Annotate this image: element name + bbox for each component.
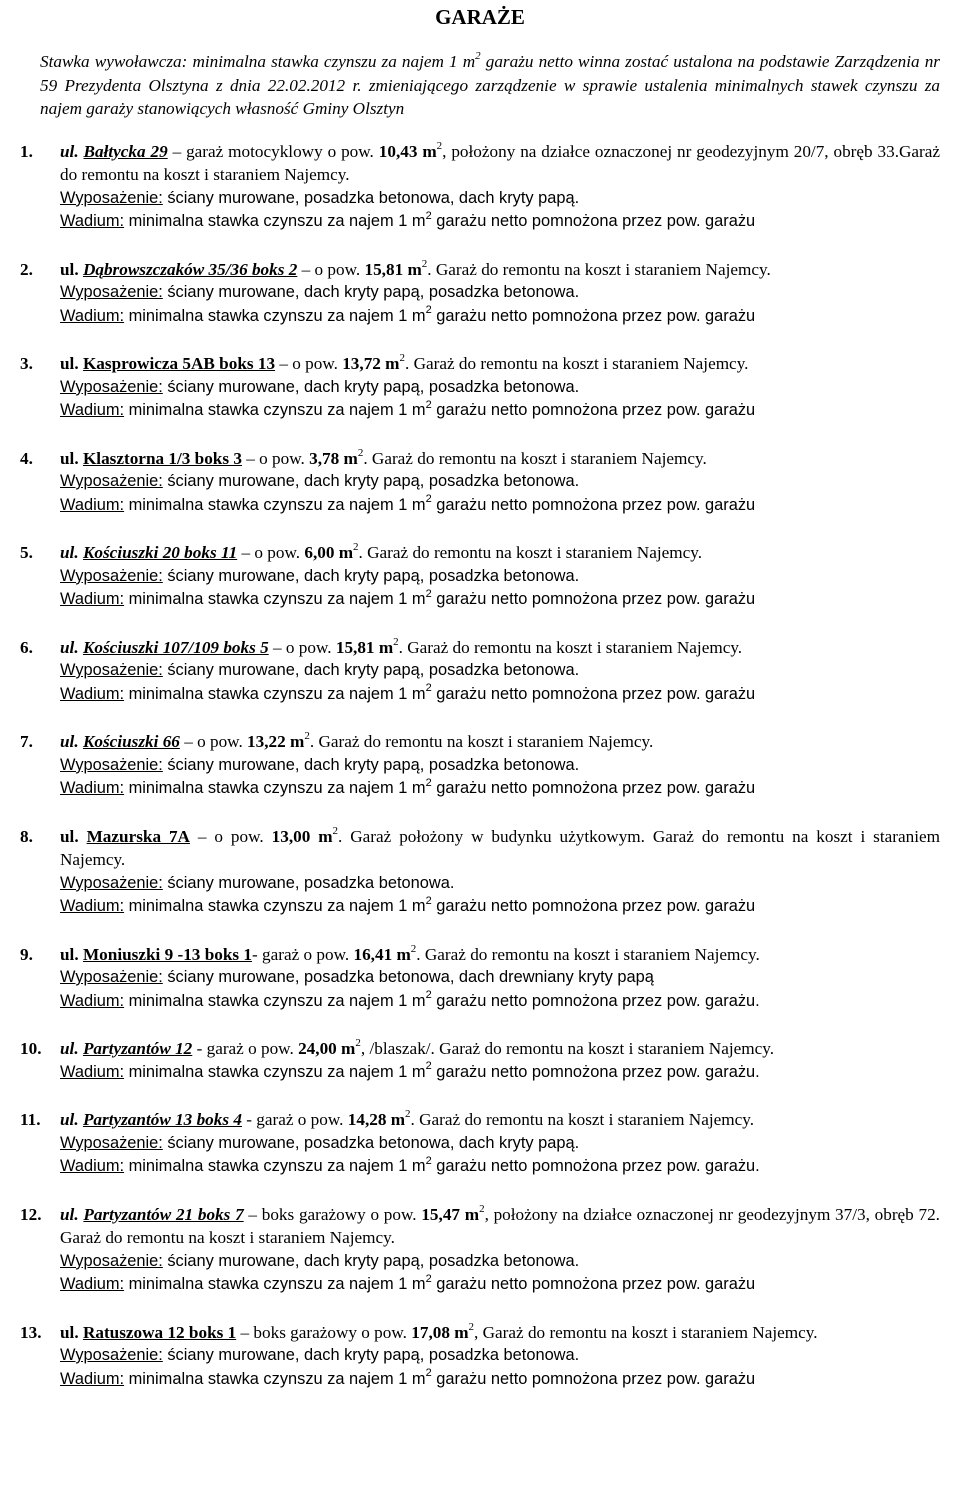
item-area: 13,22 m [247,732,305,751]
deposit-text-rest: garażu netto pomnożona przez pow. garażu [431,590,756,608]
item-number: 1. [20,141,33,161]
deposit-sup: 2 [425,209,432,222]
deposit-text-rest: garażu netto pomnożona przez pow. garażu [431,1369,756,1388]
item-address: Kasprowicza 5AB boks 13 [82,354,276,373]
item-address: Kościuszki 20 boks 11 [82,543,238,562]
item-heading [60,258,940,282]
equipment-text: ściany murowane, posadzka betonowa, dach kryty papą. [162,1133,580,1152]
deposit-text-rest: garażu netto pomnożona przez pow. garażu [431,779,756,797]
item-area-sup: 2 [355,1037,361,1050]
item-address: Moniuszki 9 -13 boks 1 [82,944,252,964]
item-area: 13,00 m [271,826,333,846]
page-title: GARAŻE [435,5,525,29]
item-area-prefix: – boks garażowy o pow. [243,1204,422,1224]
deposit-text: minimalna stawka czynszu za najem 1 m [124,991,426,1010]
item-area-prefix: – o pow. [297,259,365,279]
item-heading [60,352,940,376]
item-area-prefix: – garaż motocyklowy o pow. [167,141,379,161]
item-area-sup: 2 [421,257,428,270]
deposit-label: Wadium: [60,306,125,325]
deposit-sup: 2 [425,894,432,907]
deposit-text: minimalna stawka czynszu za najem 1 m [124,1157,426,1175]
item-description: . Garaż do remontu na koszt i staraniem Najemcy. [309,732,654,751]
item-equipment [60,659,940,683]
item-equipment [60,754,940,778]
item-deposit [60,210,940,234]
deposit-text: minimalna stawka czynszu za najem 1 m [124,590,426,608]
list-item [20,1203,940,1297]
item-number: 13. [20,1322,42,1342]
list-item [20,825,940,919]
item-area-sup: 2 [436,139,443,152]
list-item [20,447,940,518]
item-description: . Garaż do remontu na koszt i staraniem Najemcy. [405,354,749,373]
item-address: Dąbrowszczaków 35/36 boks 2 [82,259,298,279]
item-area: 15,81 m [335,637,394,657]
item-area-sup: 2 [410,942,417,955]
item-address: Partyzantów 21 boks 7 [83,1204,244,1224]
equipment-text: ściany murowane, dach kryty papą, posadzka betonowa. [162,755,580,774]
deposit-sup: 2 [425,493,432,506]
item-equipment [60,281,940,305]
item-equipment [60,1344,940,1368]
deposit-sup: 2 [425,776,432,789]
item-area-prefix: – o pow. [179,732,248,751]
deposit-text: minimalna stawka czynszu za najem 1 m [124,1275,426,1293]
item-description: , Garaż do remontu na koszt i staraniem Najemcy. [474,1322,818,1342]
equipment-text: ściany murowane, dach kryty papą, posadzka betonowa. [162,1251,580,1270]
intro-paragraph [40,50,940,121]
deposit-text-rest: garażu netto pomnożona przez pow. garażu [431,684,756,703]
equipment-label: Wyposażenie: [60,377,163,396]
equipment-text: ściany murowane, posadzka betonowa, dach drewniany kryty papą [162,968,654,986]
item-number: 6. [20,637,33,657]
equipment-text: ściany murowane, dach kryty papą, posadzka betonowa. [162,1346,580,1364]
deposit-label: Wadium: [60,212,125,230]
item-address: Ratuszowa 12 boks 1 [82,1322,237,1342]
item-area-prefix: – o pow. [237,543,305,562]
item-area: 24,00 m [298,1039,356,1058]
deposit-text: minimalna stawka czynszu za najem 1 m [124,1062,426,1081]
deposit-text: minimalna stawka czynszu za najem 1 m [124,684,426,703]
list-item [20,258,940,329]
item-heading [60,1321,940,1345]
item-area-prefix: - garaż o pow. [192,1039,299,1058]
intro-text: minimalna stawka czynszu za najem 1 m [187,52,476,71]
deposit-text-rest: garażu netto pomnożona przez pow. garażu. [431,1157,760,1175]
street-prefix: ul. [60,1039,79,1058]
item-heading [60,1037,940,1061]
item-heading [60,1203,940,1250]
item-area-sup: 2 [405,1108,411,1121]
street-prefix: ul. [60,259,79,279]
deposit-text: minimalna stawka czynszu za najem 1 m [124,495,426,514]
item-area: 6,00 m [304,543,354,562]
item-heading [60,825,940,872]
item-deposit [60,588,940,612]
deposit-label: Wadium: [60,1157,125,1175]
item-deposit [60,494,940,518]
item-description: . Garaż do remontu na koszt i staraniem Najemcy. [410,1110,755,1129]
street-prefix: ul. [60,448,79,468]
equipment-label: Wyposażenie: [60,472,163,490]
item-area-sup: 2 [393,635,399,648]
item-area: 15,81 m [364,259,422,279]
equipment-label: Wyposażenie: [60,968,163,986]
equipment-text: ściany murowane, dach kryty papą, posadzka betonowa. [162,661,580,679]
item-number: 8. [20,826,33,846]
intro-sup: 2 [475,50,481,63]
deposit-sup: 2 [425,1367,432,1380]
street-prefix: ul. [60,354,79,373]
item-description: , położony na działce oznaczonej nr geodezyjnym 37/3, obręb 72. Garaż do remontu na koszt i staraniem Najemcy. [60,1204,940,1247]
item-address: Klasztorna 1/3 boks 3 [82,448,242,468]
item-address: Bałtycka 29 [83,141,168,161]
item-number: 11. [20,1110,41,1129]
deposit-text-rest: garażu netto pomnożona przez pow. garażu. [431,991,760,1010]
equipment-text: ściany murowane, dach kryty papą, posadzka betonowa. [162,472,580,490]
street-prefix: ul. [60,1322,79,1342]
equipment-label: Wyposażenie: [60,1346,163,1364]
item-area-prefix: - garaż o pow. [251,944,354,964]
list-item [20,541,940,612]
deposit-label: Wadium: [60,897,125,915]
item-address: Mazurska 7A [86,826,190,846]
item-number: 3. [20,354,33,373]
deposit-sup: 2 [425,1272,432,1285]
deposit-label: Wadium: [60,590,125,608]
item-description: . Garaż do remontu na koszt i staraniem Najemcy. [398,637,743,657]
street-prefix: ul. [60,543,79,562]
equipment-label: Wyposażenie: [60,188,163,207]
deposit-sup: 2 [425,587,432,600]
deposit-sup: 2 [425,1154,432,1167]
item-area-sup: 2 [468,1320,475,1333]
item-number: 4. [20,448,33,468]
item-heading [60,730,940,754]
item-heading [60,447,940,471]
street-prefix: ul. [60,141,79,161]
item-area-prefix: – boks garażowy o pow. [236,1322,412,1342]
deposit-label: Wadium: [60,991,125,1010]
item-description: , położony na działce oznaczonej nr geodezyjnym 20/7, obręb 33.Garaż do remontu na koszt i staraniem Najemcy. [60,141,941,184]
deposit-label: Wadium: [60,1369,125,1388]
item-equipment [60,376,940,400]
equipment-label: Wyposażenie: [60,283,163,301]
item-heading [60,541,940,565]
deposit-sup: 2 [425,682,432,695]
item-area-prefix: – o pow. [189,826,272,846]
item-area: 13,72 m [342,354,400,373]
intro-text-rest: garażu netto winna zostać ustalona na podstawie Zarządzenia nr 59 Prezydenta Olsztyna z dnia 22.02.2012 r. zmieniającego zarządzenie w sprawie ustalenia minimalnych stawek czynszu za najem garaży stanowiących własność Gminy Olsztyn [40,52,940,118]
list-item [20,352,940,423]
item-deposit [60,990,940,1014]
deposit-label: Wadium: [60,684,125,703]
item-number: 12. [20,1204,42,1224]
item-deposit [60,895,940,919]
equipment-text: ściany murowane, posadzka betonowa, dach kryty papą. [162,188,580,207]
item-address: Kościuszki 66 [82,732,180,751]
equipment-text: ściany murowane, dach kryty papą, posadzka betonowa. [162,566,580,585]
deposit-sup: 2 [425,304,432,317]
item-area: 15,47 m [421,1204,480,1224]
item-equipment [60,966,940,990]
item-area: 16,41 m [353,944,411,964]
item-description: . Garaż do remontu na koszt i staraniem Najemcy. [427,259,771,279]
item-address: Kościuszki 107/109 boks 5 [82,637,269,657]
deposit-text-rest: garażu netto pomnożona przez pow. garażu [431,306,756,325]
item-description: . Garaż do remontu na koszt i staraniem Najemcy. [416,944,760,964]
item-equipment [60,565,940,589]
list-item [20,730,940,801]
list-item [20,1321,940,1392]
list-item [20,1108,940,1179]
equipment-label: Wyposażenie: [60,566,163,585]
street-prefix: ul. [60,826,79,846]
deposit-text-rest: garażu netto pomnożona przez pow. garażu [431,495,756,514]
item-number: 2. [20,259,33,279]
item-area-sup: 2 [357,446,364,459]
deposit-label: Wadium: [60,779,125,797]
item-deposit [60,1061,940,1085]
item-number: 7. [20,732,33,751]
list-item [20,140,940,234]
item-area: 17,08 m [411,1322,469,1342]
item-deposit [60,1368,940,1392]
list-item [20,636,940,707]
item-heading [60,140,940,187]
equipment-text: ściany murowane, dach kryty papą, posadzka betonowa. [162,377,580,396]
item-area-sup: 2 [332,824,339,837]
deposit-sup: 2 [425,398,432,411]
deposit-label: Wadium: [60,1275,125,1293]
document-page [0,4,960,1391]
list-item [20,1037,940,1084]
deposit-sup: 2 [425,1060,432,1073]
item-area-prefix: – o pow. [241,448,310,468]
item-deposit [60,1273,940,1297]
item-deposit [60,683,940,707]
deposit-text-rest: garażu netto pomnożona przez pow. garażu [431,401,756,419]
item-deposit [60,777,940,801]
deposit-text: minimalna stawka czynszu za najem 1 m [124,306,426,325]
deposit-text: minimalna stawka czynszu za najem 1 m [124,401,426,419]
equipment-text: ściany murowane, dach kryty papą, posadzka betonowa. [162,283,580,301]
item-equipment [60,187,940,211]
deposit-text: minimalna stawka czynszu za najem 1 m [124,779,426,797]
item-area-prefix: – o pow. [268,637,336,657]
deposit-text-rest: garażu netto pomnożona przez pow. garażu [431,212,756,230]
street-prefix: ul. [60,732,79,751]
intro-label: Stawka wywoławcza: [40,52,188,71]
item-equipment [60,470,940,494]
item-address: Partyzantów 13 boks 4 [82,1110,242,1129]
deposit-text: minimalna stawka czynszu za najem 1 m [124,1369,426,1388]
item-equipment [60,872,940,896]
item-description: . Garaż do remontu na koszt i staraniem Najemcy. [363,448,707,468]
item-area-prefix: - garaż o pow. [241,1110,348,1129]
equipment-label: Wyposażenie: [60,873,163,892]
item-number: 5. [20,543,33,562]
deposit-sup: 2 [425,989,432,1002]
item-deposit [60,1155,940,1179]
item-number: 9. [20,944,33,964]
deposit-text: minimalna stawka czynszu za najem 1 m [124,897,426,915]
deposit-text-rest: garażu netto pomnożona przez pow. garażu [431,1275,756,1293]
deposit-label: Wadium: [60,1062,125,1081]
item-deposit [60,399,940,423]
equipment-label: Wyposażenie: [60,1251,163,1270]
item-area-sup: 2 [479,1202,485,1215]
garage-list [20,140,940,1392]
equipment-label: Wyposażenie: [60,755,163,774]
street-prefix: ul. [60,1204,79,1224]
equipment-label: Wyposażenie: [60,1133,163,1152]
street-prefix: ul. [60,637,79,657]
item-heading [60,943,940,967]
equipment-label: Wyposażenie: [60,661,163,679]
deposit-label: Wadium: [60,401,125,419]
item-address: Partyzantów 12 [82,1039,193,1058]
item-area-sup: 2 [304,730,310,743]
item-area: 3,78 m [309,448,358,468]
equipment-text: ściany murowane, posadzka betonowa. [162,873,455,892]
deposit-text: minimalna stawka czynszu za najem 1 m [124,212,426,230]
item-description: . Garaż do remontu na koszt i staraniem Najemcy. [358,543,703,562]
item-area-sup: 2 [399,352,405,365]
item-description: , /blaszak/. Garaż do remontu na koszt i staraniem Najemcy. [360,1039,775,1058]
deposit-label: Wadium: [60,495,125,514]
item-number: 10. [20,1039,42,1058]
item-description: . Garaż położony w budynku użytkowym. Garaż do remontu na koszt i staraniem Najemcy. [60,826,940,869]
item-equipment [60,1132,940,1156]
deposit-text-rest: garażu netto pomnożona przez pow. garażu [431,897,756,915]
item-equipment [60,1250,940,1274]
item-area-sup: 2 [353,541,359,554]
deposit-text-rest: garażu netto pomnożona przez pow. garażu. [431,1062,760,1081]
item-area: 14,28 m [347,1110,406,1129]
list-item [20,943,940,1014]
item-heading [60,1108,940,1132]
item-area: 10,43 m [378,141,437,161]
item-deposit [60,305,940,329]
item-heading [60,636,940,660]
street-prefix: ul. [60,944,79,964]
street-prefix: ul. [60,1110,79,1129]
item-area-prefix: – o pow. [275,354,343,373]
